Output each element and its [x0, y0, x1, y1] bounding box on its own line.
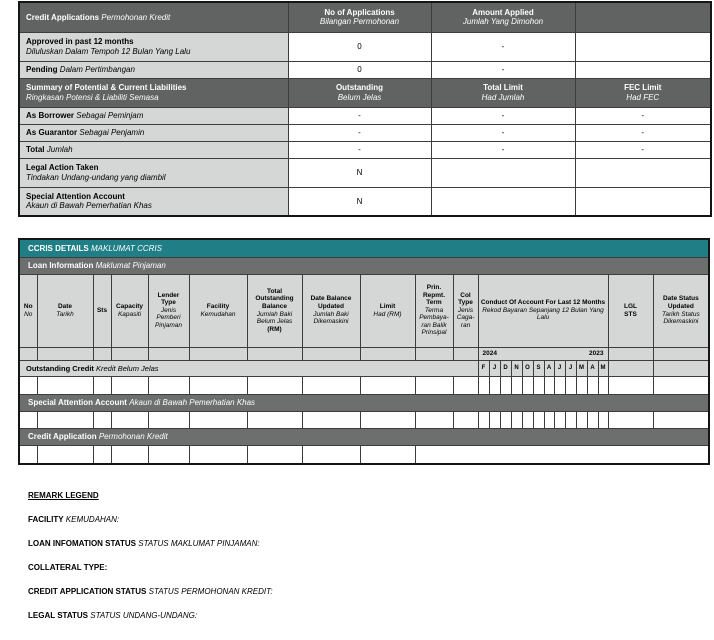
col-my: Had (RM) — [373, 310, 402, 318]
empty-cell — [608, 376, 653, 394]
row-label — [19, 124, 288, 141]
empty-cell — [148, 445, 189, 464]
month-data-cell — [565, 411, 576, 428]
label-my: Dalam Pertimbangan — [59, 64, 135, 74]
month-data-cell — [598, 376, 608, 394]
empty-cell — [93, 445, 111, 464]
empty-cell — [415, 376, 453, 394]
col-my: Jenis Caga-ran — [456, 306, 475, 329]
cell-value: - — [288, 124, 431, 141]
band-en: Outstanding Credit — [26, 363, 94, 373]
legend-en: CREDIT APPLICATION STATUS — [28, 587, 147, 596]
col-en: Date Status Updated — [662, 295, 699, 310]
col-en: Conduct Of Account For Last 12 Months — [480, 299, 606, 307]
empty-cell — [37, 445, 93, 464]
section-gap — [18, 217, 714, 238]
month-data-cell — [576, 376, 587, 394]
cell-value — [431, 158, 575, 187]
label-en: Special Attention Account — [26, 191, 125, 201]
empty-cell — [247, 411, 302, 428]
empty-cell — [189, 376, 247, 394]
band-en: Loan Information — [28, 261, 94, 270]
credit-application-band-row — [19, 428, 709, 445]
legend-title-text: REMARK LEGEND — [28, 491, 99, 500]
loan-table-header-row — [19, 274, 709, 347]
cell-value — [575, 32, 711, 61]
table-row-legal-action — [19, 158, 711, 187]
legend-item-credit-application-status — [28, 587, 714, 596]
empty-merged-cell — [415, 445, 709, 464]
label-en: Pending — [26, 64, 58, 74]
month-data-cell — [576, 411, 587, 428]
empty-cell — [360, 376, 415, 394]
empty-cell — [189, 411, 247, 428]
empty-cell — [19, 376, 37, 394]
cell-value: - — [431, 107, 575, 124]
empty-cell — [360, 347, 415, 360]
empty-cell — [189, 445, 247, 464]
month-data-cell — [587, 376, 598, 394]
column-header-col-type — [453, 274, 478, 347]
loan-information-band — [19, 257, 709, 274]
column-header-prin-repmt-term — [415, 274, 453, 347]
label-en: Total — [26, 144, 45, 154]
month-header-cell: O — [522, 360, 533, 376]
col-en: No — [23, 302, 33, 310]
column-header-limit — [360, 274, 415, 347]
special-attention-band — [19, 394, 709, 411]
empty-cell — [302, 411, 360, 428]
empty-cell — [93, 376, 111, 394]
empty-cell — [19, 445, 37, 464]
section-title-my: Permohonan Kredit — [101, 12, 171, 22]
month-header-cell: M — [576, 360, 587, 376]
col-en: Date — [57, 302, 73, 310]
col-header-my: Jumlah Yang Dimohon — [462, 17, 544, 27]
col-en: Capacity — [115, 302, 144, 310]
col-en: Prin. Repmt. Term — [422, 283, 446, 307]
column-header-date — [37, 274, 93, 347]
column-header-lgl-sts — [608, 274, 653, 347]
legend-item-collateral-type — [28, 563, 714, 572]
label-en: Legal Action Taken — [26, 163, 99, 172]
col-en: Lender Type — [157, 291, 180, 307]
outstanding-credit-data-row — [19, 376, 709, 394]
credit-applications-header-row — [19, 2, 711, 32]
col-extra: (RM) — [267, 325, 282, 333]
legend-my: KEMUDAHAN: — [65, 515, 120, 524]
label-my: Diluluskan Dalam Tempoh 12 Bulan Yang Lalu — [26, 46, 191, 56]
empty-cell — [453, 376, 478, 394]
month-data-cell — [544, 411, 554, 428]
table-row-as-borrower — [19, 107, 711, 124]
empty-cell — [247, 445, 302, 464]
column-header-facility — [189, 274, 247, 347]
month-data-cell — [565, 376, 576, 394]
empty-cell — [148, 411, 189, 428]
col-my: Jumlah Baki Belum Jelas — [256, 310, 293, 326]
legend-item-facility — [28, 515, 714, 524]
outstanding-credit-band — [19, 360, 478, 376]
col-my: Kemudahan — [200, 310, 236, 318]
empty-cell — [653, 411, 709, 428]
empty-cell — [19, 411, 37, 428]
table-row-total — [19, 141, 711, 158]
empty-cell — [453, 411, 478, 428]
empty-cell — [608, 411, 653, 428]
credit-applications-table — [18, 1, 712, 217]
empty-cell — [608, 360, 653, 376]
legend-my: STATUS MAKLUMAT PINJAMAN: — [138, 539, 260, 548]
col-en: Sts — [96, 306, 108, 314]
month-data-cell — [478, 411, 489, 428]
empty-cell — [93, 411, 111, 428]
empty-cell — [37, 376, 93, 394]
empty-cell — [111, 347, 148, 360]
table-row-pending — [19, 61, 711, 78]
col-header-my: Belum Jelas — [337, 92, 382, 102]
cell-value: - — [431, 61, 575, 78]
empty-cell — [37, 411, 93, 428]
empty-cell — [302, 445, 360, 464]
cell-value — [431, 187, 575, 216]
col-my: Tarikh Status Dikemaskini — [662, 310, 700, 326]
label-my: Jumlah — [46, 144, 73, 154]
col-my: Terma Pembaya-ran Balik Prinsipal — [419, 306, 449, 337]
year-row — [19, 347, 709, 360]
month-header-cell: M — [598, 360, 608, 376]
empty-cell — [19, 347, 37, 360]
month-header-cell: A — [587, 360, 598, 376]
col-en: Date Balance Updated — [310, 295, 352, 310]
col-header-en: FEC Limit — [624, 83, 662, 92]
legend-en: LOAN INFOMATION STATUS — [28, 539, 136, 548]
month-header-cell: S — [533, 360, 544, 376]
section-title-en: Summary of Potential & Current Liabilities — [26, 83, 187, 92]
cell-value: - — [575, 107, 711, 124]
table-row-approved — [19, 32, 711, 61]
credit-application-band — [19, 428, 709, 445]
month-data-cell — [522, 411, 533, 428]
col-header-my: Had Jumlah — [481, 92, 525, 102]
label-my: Akaun di Bawah Pemerhatian Khas — [26, 201, 152, 211]
year-labels-cell — [478, 347, 608, 360]
month-header-cell: A — [544, 360, 554, 376]
cell-value: - — [431, 32, 575, 61]
month-header-cell: F — [478, 360, 489, 376]
row-label — [19, 187, 288, 216]
month-data-cell — [554, 411, 565, 428]
month-data-cell — [598, 411, 608, 428]
label-en: Approved in past 12 months — [26, 37, 134, 46]
ccris-details-banner — [19, 239, 709, 257]
cell-value — [575, 61, 711, 78]
month-data-cell — [522, 376, 533, 394]
empty-cell — [148, 376, 189, 394]
row-label — [19, 158, 288, 187]
legend-my: STATUS PERMOHONAN KREDIT: — [148, 587, 273, 596]
special-attention-data-row — [19, 411, 709, 428]
col-header-en: Amount Applied — [472, 7, 534, 17]
row-label — [19, 61, 288, 78]
empty-cell — [111, 445, 148, 464]
empty-cell — [189, 347, 247, 360]
col-header-my: Had FEC — [626, 92, 660, 102]
cell-value: 0 — [288, 61, 431, 78]
col-my: No — [24, 310, 33, 318]
col-my: Rekod Bayaran Sepanjang 12 Bulan Yang Lalu — [482, 306, 604, 322]
column-header-sts — [93, 274, 111, 347]
column-header-no — [19, 274, 37, 347]
column-header-total-outstanding-balance — [247, 274, 302, 347]
empty-cell — [302, 376, 360, 394]
ccris-details-table — [18, 238, 710, 465]
legend-my: STATUS UNDANG-UNDANG: — [90, 611, 198, 620]
month-data-cell — [489, 376, 500, 394]
col-my: Jenis Pemberi Pinjaman — [154, 306, 183, 329]
banner-my: MAKLUMAT CCRIS — [90, 243, 162, 253]
legend-title — [28, 491, 714, 500]
column-header-blank — [575, 2, 711, 32]
section-title-cell — [19, 78, 288, 107]
cell-value: - — [288, 141, 431, 158]
column-header-total-limit — [431, 78, 575, 107]
col-en: Facility — [206, 302, 230, 310]
col-header-my: Bilangan Permohonan — [319, 17, 400, 27]
legend-en: FACILITY — [28, 515, 64, 524]
legend-en: LEGAL STATUS — [28, 611, 88, 620]
cell-value: - — [288, 107, 431, 124]
table-row-special-attention — [19, 187, 711, 216]
column-header-conduct-of-account — [478, 274, 608, 347]
year-2023: 2023 — [589, 350, 604, 357]
band-en: Special Attention Account — [28, 398, 127, 407]
column-header-outstanding — [288, 78, 431, 107]
col-en: LGL STS — [624, 302, 637, 318]
month-data-cell — [489, 411, 500, 428]
legend-item-legal-status — [28, 611, 714, 620]
label-my: Sebagai Penjamin — [79, 127, 145, 137]
ccris-details-banner-row — [19, 239, 709, 257]
empty-cell — [37, 347, 93, 360]
banner-en: CCRIS DETAILS — [28, 243, 89, 253]
empty-cell — [302, 347, 360, 360]
credit-application-data-row — [19, 445, 709, 464]
month-header-cell: J — [565, 360, 576, 376]
empty-cell — [93, 347, 111, 360]
col-en: Limit — [379, 302, 396, 310]
month-header-cell: D — [500, 360, 511, 376]
empty-cell — [653, 376, 709, 394]
liabilities-summary-header-row — [19, 78, 711, 107]
col-en: Col Type — [458, 291, 473, 307]
outstanding-credit-band-row — [19, 360, 709, 376]
special-attention-band-row — [19, 394, 709, 411]
month-header-cell: N — [511, 360, 522, 376]
year-2024: 2024 — [482, 350, 497, 357]
column-header-date-status-updated — [653, 274, 709, 347]
month-data-cell — [533, 411, 544, 428]
empty-cell — [608, 347, 653, 360]
loan-information-band-row — [19, 257, 709, 274]
col-my: Jumlah Baki Dikemaskini — [313, 310, 349, 326]
month-data-cell — [554, 376, 565, 394]
column-header-date-balance-updated — [302, 274, 360, 347]
cell-value: N — [288, 158, 431, 187]
empty-cell — [111, 376, 148, 394]
cell-value — [575, 158, 711, 187]
label-en: As Borrower — [26, 110, 75, 120]
column-header-no-of-applications — [288, 2, 431, 32]
column-header-lender-type — [148, 274, 189, 347]
col-en: Total Outstanding Balance — [255, 287, 294, 310]
month-data-cell — [478, 376, 489, 394]
cell-value: - — [575, 141, 711, 158]
month-data-cell — [511, 411, 522, 428]
col-header-en: Outstanding — [335, 83, 384, 92]
col-my: Tarikh — [56, 310, 74, 318]
band-my: Maklumat Pinjaman — [95, 261, 166, 270]
section-title-en: Credit Applications — [26, 12, 100, 22]
row-label — [19, 141, 288, 158]
row-label — [19, 107, 288, 124]
empty-cell — [148, 347, 189, 360]
col-header-en: No of Applications — [324, 7, 395, 17]
label-my: Tindakan Undang-undang yang diambil — [26, 172, 166, 182]
band-my: Permohonan Kredit — [98, 432, 168, 441]
cell-value: - — [431, 141, 575, 158]
table-row-as-guarantor — [19, 124, 711, 141]
month-data-cell — [511, 376, 522, 394]
empty-cell — [653, 347, 709, 360]
month-data-cell — [587, 411, 598, 428]
column-header-fec-limit — [575, 78, 711, 107]
section-title-cell — [19, 2, 288, 32]
label-en: As Guarantor — [26, 127, 78, 137]
empty-cell — [360, 411, 415, 428]
band-my: Kredit Belum Jelas — [96, 363, 159, 373]
month-data-cell — [544, 376, 554, 394]
column-header-capacity — [111, 274, 148, 347]
empty-cell — [453, 347, 478, 360]
band-my: Akaun di Bawah Pemerhatian Khas — [129, 398, 256, 407]
month-data-cell — [500, 376, 511, 394]
month-data-cell — [533, 376, 544, 394]
empty-cell — [247, 347, 302, 360]
band-en: Credit Application — [28, 432, 97, 441]
legend-en: COLLATERAL TYPE: — [28, 563, 108, 572]
cell-value — [575, 187, 711, 216]
section-title-my: Ringkasan Potensi & Liabiliti Semasa — [26, 92, 159, 102]
empty-cell — [111, 411, 148, 428]
cell-value: 0 — [288, 32, 431, 61]
month-data-cell — [500, 411, 511, 428]
label-my: Sebagai Peminjam — [76, 110, 144, 120]
empty-cell — [360, 445, 415, 464]
cell-value: N — [288, 187, 431, 216]
remark-legend — [28, 491, 714, 620]
empty-cell — [247, 376, 302, 394]
empty-cell — [415, 347, 453, 360]
cell-value: - — [431, 124, 575, 141]
empty-cell — [653, 360, 709, 376]
empty-cell — [415, 411, 453, 428]
month-header-cell: J — [554, 360, 565, 376]
column-header-amount-applied — [431, 2, 575, 32]
month-header-cell: J — [489, 360, 500, 376]
col-header-en: Total Limit — [483, 83, 523, 92]
legend-item-loan-information-status — [28, 539, 714, 548]
col-my: Kapasiti — [117, 310, 142, 318]
cell-value: - — [575, 124, 711, 141]
row-label — [19, 32, 288, 61]
